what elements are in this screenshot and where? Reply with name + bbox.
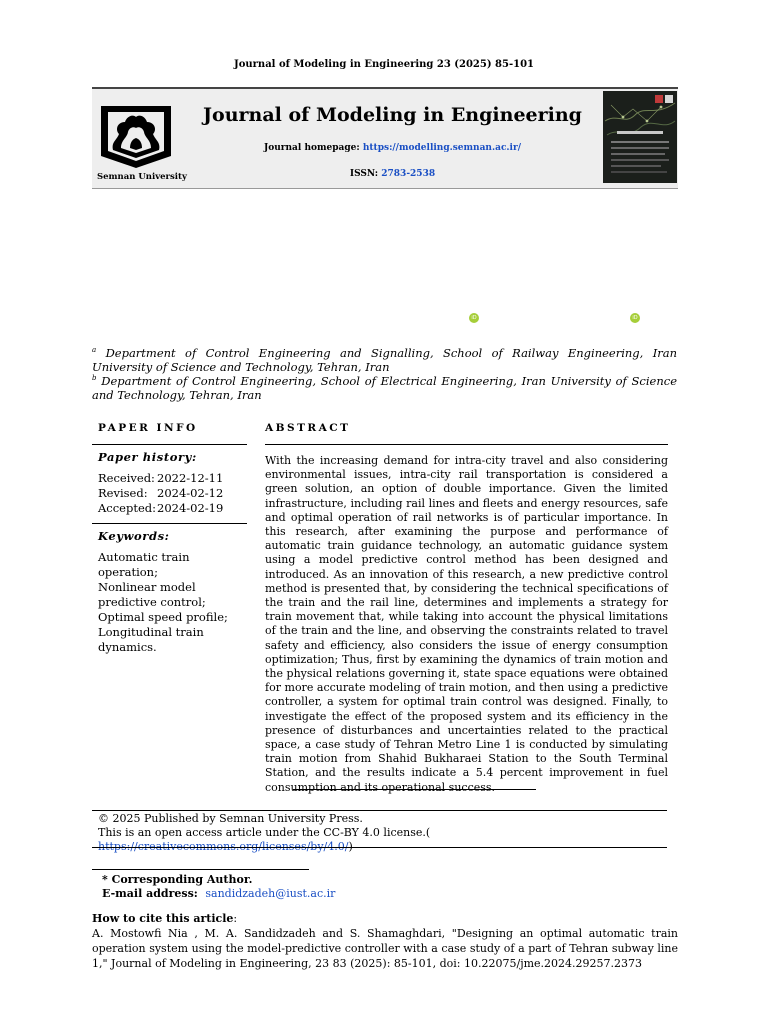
affiliation-b xyxy=(92,371,677,402)
running-head: Journal of Modeling in Engineering 23 (2025) 85-101 xyxy=(233,59,534,70)
email-line xyxy=(102,887,335,901)
divider xyxy=(92,444,247,445)
email-link[interactable]: sandidzadeh@iust.ac.ir xyxy=(205,887,336,900)
affiliation-text: Department of Control Engineering, School of Electrical Engineering, Iran University of Science and Technology, Tehran, Iran xyxy=(92,373,677,402)
license-link[interactable]: https://creativecommons.org/licenses/by/4.0/ xyxy=(98,840,349,853)
footnote-divider xyxy=(92,869,309,870)
homepage-label: Journal homepage: xyxy=(263,143,360,153)
semnan-university-logo xyxy=(97,104,175,170)
divider xyxy=(92,810,667,811)
keywords-list xyxy=(98,550,248,655)
journal-cover-image xyxy=(603,91,677,183)
divider xyxy=(92,523,247,524)
citation-heading: How to cite this article xyxy=(92,912,234,925)
keyword: Nonlinear model predictive control; xyxy=(98,580,206,609)
history-label: Accepted: xyxy=(98,501,157,515)
divider xyxy=(92,847,667,848)
keyword: Automatic train operation; xyxy=(98,550,190,579)
history-label: Received: xyxy=(98,471,155,485)
history-date: 2024-02-12 xyxy=(157,486,224,500)
history-date: 2024-02-19 xyxy=(157,501,224,515)
affiliation-a xyxy=(92,343,677,374)
homepage-link[interactable]: https://modelling.semnan.ac.ir/ xyxy=(362,143,522,153)
open-access-line xyxy=(98,826,668,854)
corresponding-label: * Corresponding Author. xyxy=(102,873,253,886)
issn xyxy=(180,169,605,179)
paper-history xyxy=(98,471,223,516)
history-date: 2022-12-11 xyxy=(157,471,224,485)
citation-block xyxy=(92,911,678,971)
affiliation-text: Department of Control Engineering and Signalling, School of Railway Engineering, Iran University of Science and Technology, Tehran, Iran xyxy=(92,345,677,374)
open-access-suffix: ) xyxy=(348,840,353,853)
citation-colon: : xyxy=(233,912,238,925)
history-label: Revised: xyxy=(98,486,148,500)
university-name: Semnan University xyxy=(97,172,187,182)
journal-title: Journal of Modeling in Engineering xyxy=(203,104,582,126)
open-access-text: This is an open access article under the CC-BY 4.0 license.( xyxy=(98,826,431,839)
email-label: E-mail address: xyxy=(102,887,198,900)
orcid-icon[interactable]: iD xyxy=(630,313,640,323)
keyword: Optimal speed profile; xyxy=(98,610,228,624)
paper-history-heading: Paper history: xyxy=(98,450,197,464)
copyright-line: © 2025 Published by Semnan University Press. xyxy=(98,812,363,825)
abstract-text: With the increasing demand for intra-city travel and also considering environmental issues, intra-city rail transportation is considered a green solution, an option of double importance. Given the limited infrastructure, including rail lines and fleets and energy resources, safe and optimal operation of rail networks is of particular importance. In this research, after examining the purpose and performance of automatic train guidance technology, an automatic guidance system using a model predictive control method has been designed and introduced. As an innovation of this research, a new predictive control method is presented that, by considering the technical specifications of the train and the rail line, determines and implements a strategy for train movement that, while taking into account the physical limitations of the train and the line, and observing the constraints related to travel safety and efficiency, also considers the issue of energy consumption optimization; Thus, first by examining the dynamics of train motion and the physical relations governing it, state space equations were obtained for more accurate modeling of train motion, and then using a predictive controller, a system for optimal train control was designed. Finally, to investigate the effect of the proposed system and its efficiency in the presence of disturbances and uncertainties related to the practical space, a case study of Tehran Metro Line 1 is conducted by simulating train motion from Shahid Bukharaei Station to the South Terminal Station, and the results indicate a 5.4 percent improvement in fuel consumption and its operational success. xyxy=(265,454,668,794)
affiliation-mark: b xyxy=(92,374,97,382)
citation-text: A. Mostowfi Nia , M. A. Sandidzadeh and S. Shamaghdari, "Designing an optimal automatic train operation system using the model-predictive controller with a case study of a part of Tehran subway line 1," Journal of Modeling in Engineering, 23 83 (2025): 85-101, doi: 10.22075/jme.2024.29257.2373 xyxy=(92,927,678,970)
history-accepted xyxy=(98,501,223,516)
paper-info-heading: PAPER INFO xyxy=(98,422,198,434)
corresponding-author xyxy=(102,873,335,901)
divider xyxy=(265,444,668,445)
issn-label: ISSN: xyxy=(349,169,379,179)
keyword: Longitudinal train dynamics. xyxy=(98,625,204,654)
affiliation-mark: a xyxy=(92,346,97,354)
abstract-heading: ABSTRACT xyxy=(265,422,351,434)
journal-homepage xyxy=(180,143,605,153)
divider xyxy=(293,789,536,790)
citation-heading-line xyxy=(92,911,678,926)
history-received xyxy=(98,471,223,486)
orcid-icon[interactable]: iD xyxy=(469,313,479,323)
history-revised xyxy=(98,486,223,501)
keywords-heading: Keywords: xyxy=(98,529,170,543)
issn-link[interactable]: 2783-2538 xyxy=(381,169,436,179)
